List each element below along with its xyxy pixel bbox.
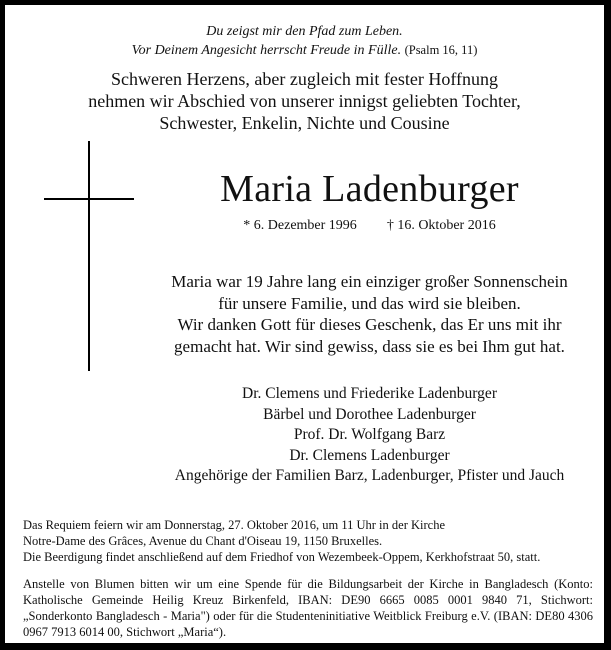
mourners-list [135, 384, 604, 487]
verse-line-2-text: Vor Deinem Angesicht herrscht Freude in Fülle. [131, 43, 402, 58]
requiem-info [23, 517, 593, 565]
verse-line-2 [5, 41, 604, 60]
intro-line-2: nehmen wir Abschied von unserer innigst geliebten Tochter, [88, 91, 521, 111]
cross-horizontal-bar [44, 198, 134, 200]
verse-line-1: Du zeigst mir den Pfad zum Leben. [206, 24, 403, 39]
requiem-line-2: Notre-Dame des Grâces, Avenue du Chant d'Oiseau 19, 1150 Bruxelles. [23, 534, 383, 548]
verse-reference: (Psalm 16, 11) [404, 43, 478, 57]
birth-date: * 6. Dezember 1996 [243, 218, 357, 233]
deceased-name: Maria Ladenburger [220, 168, 519, 210]
tribute-line-4: gemacht hat. Wir sind gewiss, dass sie es bei Ihm gut hat. [174, 336, 565, 356]
tribute-line-3: Wir danken Gott für dieses Geschenk, das Er uns mit ihr [177, 315, 562, 334]
mourner-name: Angehörige der Familien Barz, Ladenburger, Pfister und Jauch [174, 467, 565, 484]
mourner-name: Prof. Dr. Wolfgang Barz [293, 426, 446, 443]
intro-line-3: Schwester, Enkelin, Nichte und Cousine [159, 113, 450, 133]
bible-verse [5, 22, 604, 60]
mourner-name: Dr. Clemens und Friederike Ladenburger [242, 385, 497, 402]
intro-line-1: Schweren Herzens, aber zugleich mit fester Hoffnung [110, 69, 499, 89]
tribute-text [135, 271, 604, 357]
intro-text [5, 68, 604, 134]
death-date: † 16. Oktober 2016 [386, 218, 496, 233]
tribute-line-1: Maria war 19 Jahre lang ein einziger großer Sonnenschein [171, 272, 568, 291]
tribute-line-2: für unsere Familie, und das wird sie bleiben. [218, 293, 521, 313]
obituary-notice [5, 5, 604, 643]
donation-request: Anstelle von Blumen bitten wir um eine Spende für die Bildungsarbeit der Kirche in Bangladesch (Konto: Katholische Gemeinde Heilig Kreuz Birkenfeld, IBAN: DE90 6665 0085 0001 9840 71, Stichwort: „Sonderkonto Bangladesch - Maria") oder für die Studenteninitiative Weitblick Freiburg e.V. (IBAN: DE80 4306 0967 7913 6014 00, Stichwort „Maria“). [23, 577, 593, 639]
life-dates [135, 217, 604, 235]
requiem-line-1: Das Requiem feiern wir am Donnerstag, 27. Oktober 2016, um 11 Uhr in der Kirche [23, 518, 445, 532]
requiem-line-3: Die Beerdigung findet anschließend auf dem Friedhof von Wezembeek-Oppem, Kerkhofstraat 50, statt. [23, 550, 541, 564]
cross-vertical-bar [88, 141, 90, 371]
mourner-name: Dr. Clemens Ladenburger [289, 446, 450, 464]
mourner-name: Bärbel und Dorothee Ladenburger [263, 405, 476, 423]
